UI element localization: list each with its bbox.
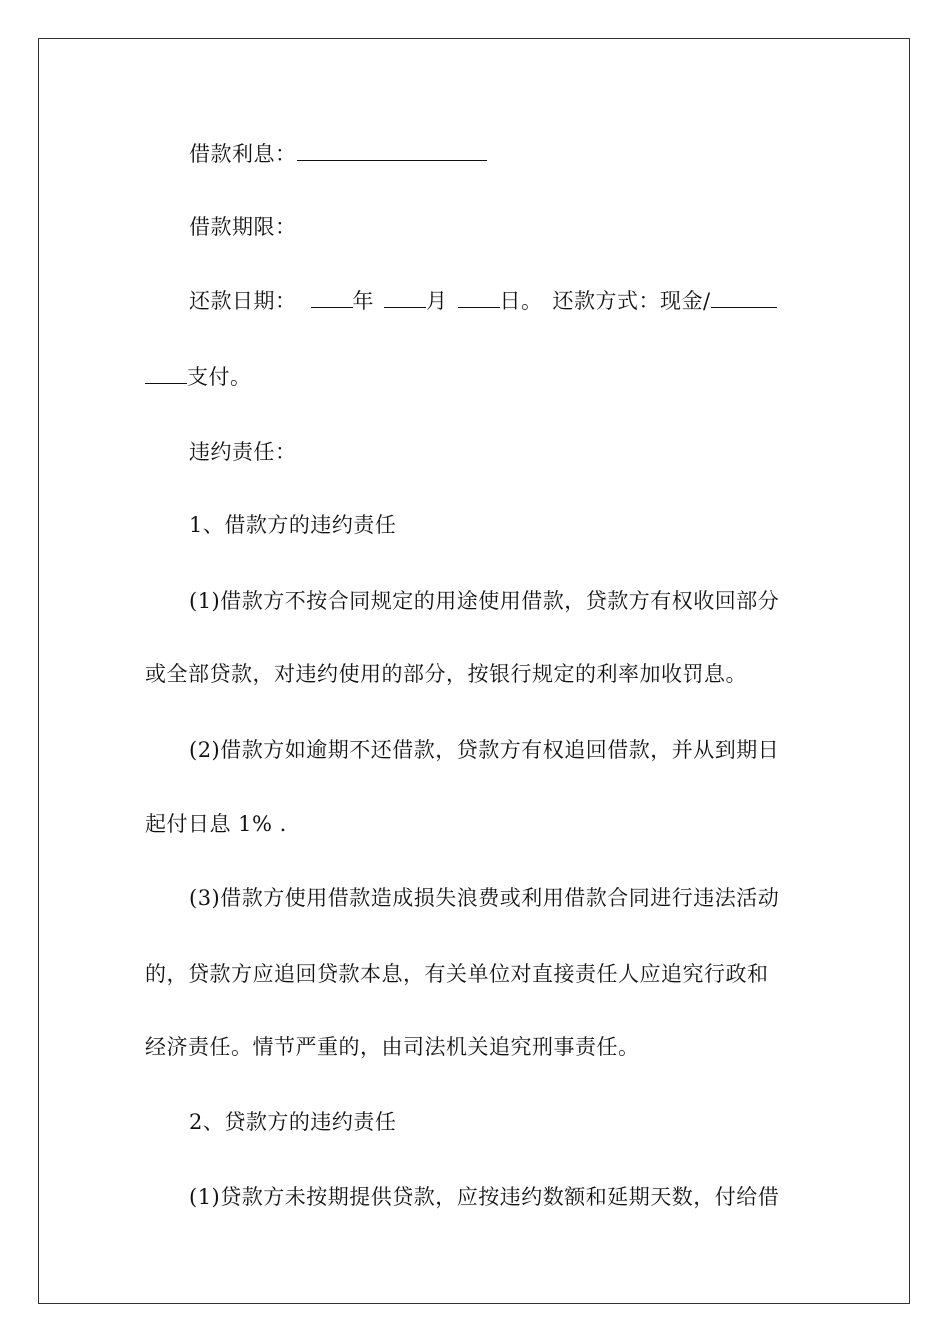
lender-breach-heading: 2、贷款方的违约责任 [189, 1110, 397, 1134]
borrower-clause-3-line-3: 经济责任。情节严重的，由司法机关追究刑事责任。 [145, 1035, 640, 1059]
repayment-continuation-line [145, 363, 825, 391]
repayment-date-label: 还款日期： [189, 289, 297, 313]
borrower-clause-2-line-1: (2)借款方如逾期不还借款，贷款方有权追回借款，并从到期日 [189, 738, 780, 762]
repayment-line [145, 287, 869, 315]
lender-clause-1-line-1: (1)贷款方未按期提供贷款，应按违约数额和延期天数，付给借 [189, 1185, 780, 1209]
loan-interest-label: 借款利息： [189, 142, 297, 166]
loan-interest-line [145, 140, 869, 168]
repayment-day-blank [458, 287, 500, 308]
repayment-method-blank [711, 287, 777, 308]
borrower-clause-1-line-2: 或全部贷款，对违约使用的部分，按银行规定的利率加收罚息。 [145, 662, 747, 686]
year-label: 年 [352, 289, 374, 313]
loan-term-line [145, 213, 869, 241]
repayment-month-blank [384, 287, 426, 308]
borrower-clause-3-line-2: 的，贷款方应追回贷款本息，有关单位对直接责任人应追究行政和 [145, 962, 769, 986]
borrower-clause-1-line-1: (1)借款方不按合同规定的用途使用借款，贷款方有权收回部分 [189, 589, 780, 613]
loan-interest-blank [297, 140, 487, 161]
borrower-breach-heading: 1、借款方的违约责任 [189, 513, 397, 537]
borrower-clause-2-line-2: 起付日息 1% . [145, 812, 287, 836]
repayment-method-label: 还款方式：现金/ [552, 289, 711, 313]
month-label: 月 [426, 289, 448, 313]
borrower-clause-3-line-1: (3)借款方使用借款造成损失浪费或利用借款合同进行违法活动 [189, 886, 780, 910]
day-label: 日。 [499, 289, 543, 313]
payment-method-blank-continued [145, 363, 187, 384]
repayment-year-blank [311, 287, 353, 308]
payment-suffix: 支付。 [187, 365, 252, 389]
breach-liability-heading: 违约责任： [189, 440, 297, 464]
loan-term-label: 借款期限： [189, 215, 297, 239]
